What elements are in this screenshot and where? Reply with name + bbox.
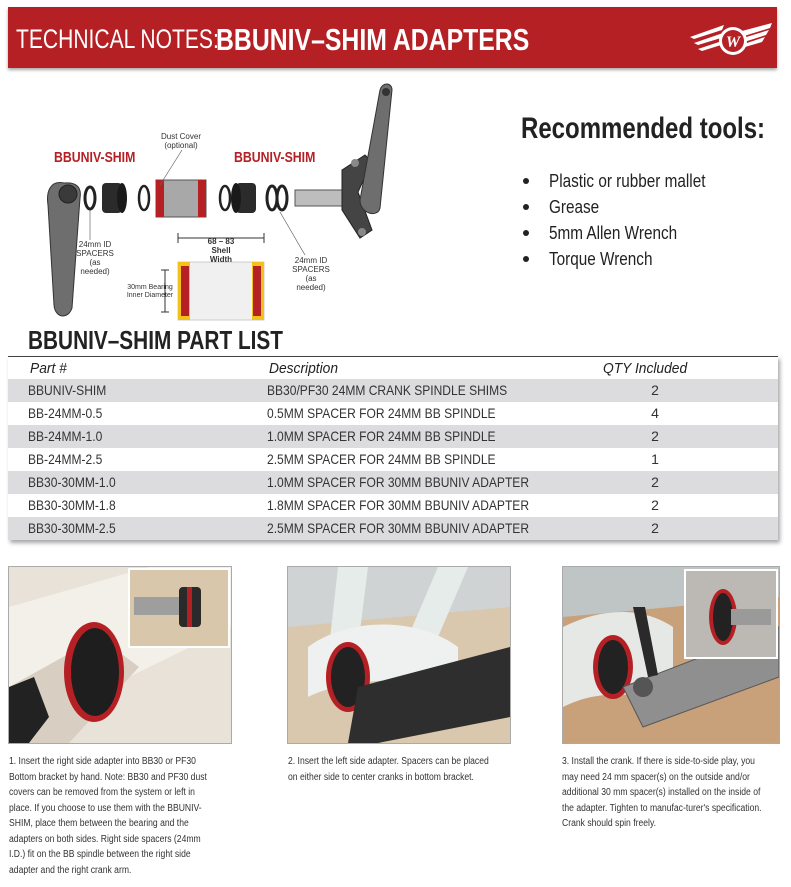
cell-qty: 2 bbox=[651, 428, 659, 444]
header-prefix: TECHNICAL NOTES: bbox=[16, 24, 219, 54]
tool-item bbox=[521, 246, 733, 272]
part-list-title: BBUNIV–SHIM PART LIST bbox=[28, 325, 284, 355]
step-1-photo-image bbox=[9, 567, 231, 743]
table-row bbox=[8, 379, 778, 402]
step-3-text bbox=[562, 754, 784, 832]
bullet-icon bbox=[523, 178, 529, 184]
right-spacers-label bbox=[290, 256, 332, 292]
cell-qty: 2 bbox=[651, 474, 659, 490]
tool-item-label: Grease bbox=[549, 197, 600, 217]
tool-item-label: 5mm Allen Wrench bbox=[549, 223, 678, 243]
dust-cover-note: (optional) bbox=[164, 141, 198, 150]
left-spacers-line1: 24mm ID bbox=[78, 240, 112, 249]
header-description: Description bbox=[269, 360, 339, 377]
svg-text:W: W bbox=[725, 34, 741, 51]
table-row bbox=[8, 448, 778, 471]
step-1-text bbox=[9, 754, 231, 878]
step-1-description: 1. Insert the right side adapter into BB30 or PF30 Bottom bracket by hand. Note: BB30 and PF30 dust covers can be removed from the system or left in place. If you choose to use them with the BBUNIV-SHIM, place them between the bearing and the adapters on both sides. Right side spacers (24mm I.D.) fit on the BB spindle between the right side adapter and the right crank arm. bbox=[9, 756, 207, 876]
table-row bbox=[8, 494, 778, 517]
tool-item-label: Plastic or rubber mallet bbox=[549, 171, 706, 191]
cell-desc: 0.5MM SPACER FOR 24MM BB SPINDLE bbox=[267, 405, 496, 421]
part-list-table bbox=[8, 356, 778, 540]
cell-part: BB30-30MM-2.5 bbox=[28, 520, 116, 536]
bearing-line2: Inner Diameter bbox=[126, 292, 174, 299]
shell-width-label bbox=[200, 237, 242, 264]
step-3-photo bbox=[562, 566, 780, 744]
cell-desc: 1.0MM SPACER FOR 24MM BB SPINDLE bbox=[267, 428, 496, 444]
step-2-text bbox=[288, 754, 510, 785]
bearing-label bbox=[125, 284, 175, 300]
cell-part: BB-24MM-1.0 bbox=[28, 428, 103, 444]
left-shim-label: BBUNIV-SHIM bbox=[54, 149, 136, 166]
dust-cover-label bbox=[160, 132, 202, 150]
bullet-icon bbox=[523, 204, 529, 210]
cell-desc: 1.0MM SPACER FOR 30MM BBUNIV ADAPTER bbox=[267, 474, 530, 490]
right-spacers-line1: 24mm ID bbox=[294, 256, 328, 265]
cell-desc: 1.8MM SPACER FOR 30MM BBUNIV ADAPTER bbox=[267, 497, 530, 513]
bullet-icon bbox=[523, 256, 529, 262]
dust-cover-text: Dust Cover bbox=[160, 132, 201, 141]
cell-qty: 4 bbox=[651, 405, 659, 421]
cell-part: BB-24MM-0.5 bbox=[28, 405, 103, 421]
cell-part: BB30-30MM-1.8 bbox=[28, 497, 116, 513]
cell-qty: 2 bbox=[651, 520, 659, 536]
step-3-photo-image bbox=[563, 567, 779, 743]
left-spacers-line2: SPACERS bbox=[76, 249, 114, 258]
cell-part: BB30-30MM-1.0 bbox=[28, 474, 116, 490]
right-spacers-line2: SPACERS bbox=[292, 265, 330, 274]
cell-desc: 2.5MM SPACER FOR 30MM BBUNIV ADAPTER bbox=[267, 520, 530, 536]
cell-desc: BB30/PF30 24MM CRANK SPINDLE SHIMS bbox=[267, 382, 508, 398]
shell-range-text: 68 – 83 bbox=[207, 237, 235, 246]
step-2-description: 2. Insert the left side adapter. Spacers can be placed on either side to center cranks in bottom bracket. bbox=[288, 756, 489, 783]
cell-desc: 2.5MM SPACER FOR 24MM BB SPINDLE bbox=[267, 451, 496, 467]
header-title: BBUNIV–SHIM ADAPTERS bbox=[216, 22, 530, 57]
step-1-photo bbox=[8, 566, 232, 744]
tool-item bbox=[521, 194, 733, 220]
bullet-icon bbox=[523, 230, 529, 236]
cell-qty: 2 bbox=[651, 497, 659, 513]
tools-title: Recommended tools: bbox=[521, 112, 766, 145]
cell-part: BB-24MM-2.5 bbox=[28, 451, 103, 467]
step-2-photo-image bbox=[288, 567, 510, 743]
exploded-diagram bbox=[20, 80, 420, 330]
table-header bbox=[8, 356, 778, 380]
wheels-logo-icon bbox=[686, 17, 776, 61]
left-spacers-line3: (as needed) bbox=[80, 258, 110, 276]
cell-qty: 1 bbox=[651, 451, 659, 467]
table-row bbox=[8, 402, 778, 425]
table-row bbox=[8, 471, 778, 494]
tools-list bbox=[521, 168, 733, 272]
header-qty: QTY Included bbox=[603, 360, 688, 377]
step-3-description: 3. Install the crank. If there is side-to-side play, you may need 24 mm spacer(s) on the outside and/or additional 30 mm spacer(s) installed on the inside of the adapter. Tighten to manufac-turer's specification. Crank should spin freely. bbox=[562, 756, 762, 829]
tool-item bbox=[521, 168, 733, 194]
left-spacers-label bbox=[75, 240, 115, 276]
right-shim-label: BBUNIV-SHIM bbox=[234, 149, 316, 166]
table-row bbox=[8, 517, 778, 540]
header-banner bbox=[8, 7, 777, 68]
cell-part: BBUNIV-SHIM bbox=[28, 382, 107, 398]
right-spacers-line3: (as needed) bbox=[296, 274, 326, 292]
tool-item bbox=[521, 220, 733, 246]
exploded-diagram-drawing bbox=[20, 80, 420, 330]
tool-item-label: Torque Wrench bbox=[549, 249, 653, 269]
cell-qty: 2 bbox=[651, 382, 659, 398]
header-part: Part # bbox=[30, 360, 67, 377]
table-row bbox=[8, 425, 778, 448]
step-2-photo bbox=[287, 566, 511, 744]
bearing-line1: 30mm Bearing bbox=[127, 284, 173, 291]
shell-width-text: Shell Width bbox=[209, 246, 233, 264]
